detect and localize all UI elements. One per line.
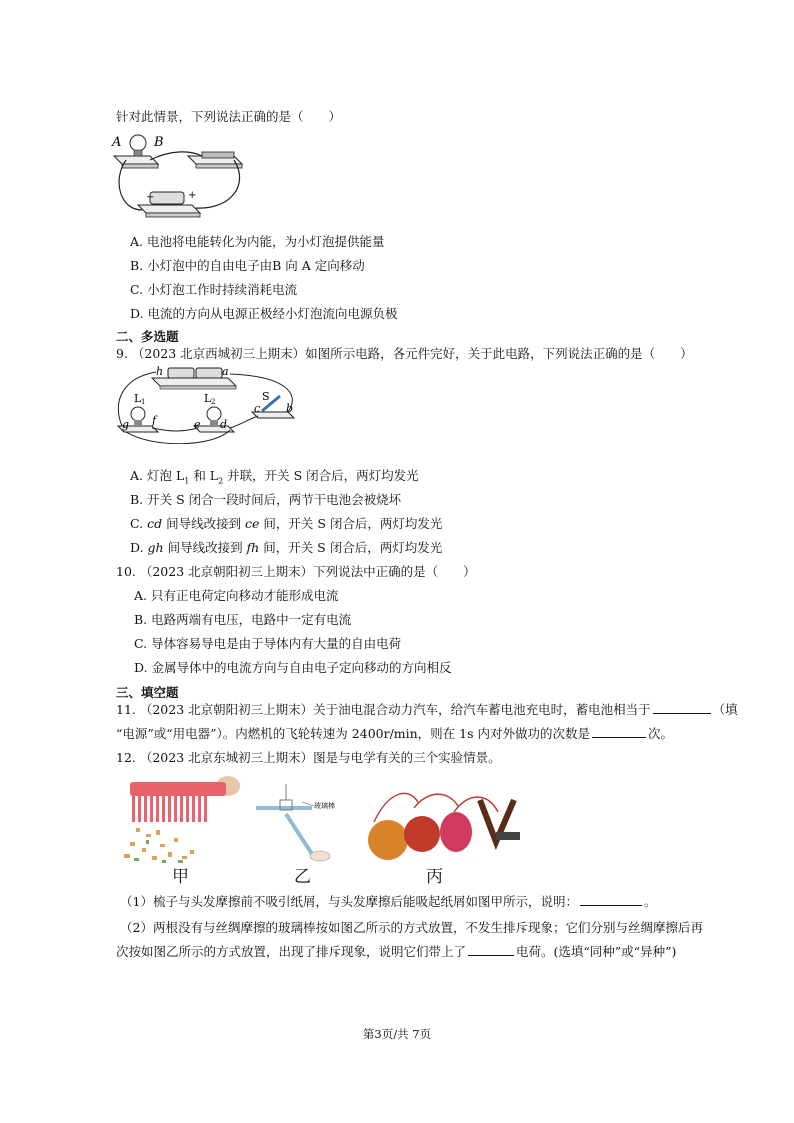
q12-sub2-line2-tail: 电荷。(选填“同种”或“异种”) <box>516 944 677 959</box>
q9-option-a-part1: A. 灯泡 L <box>130 468 185 483</box>
page-footer: 第3页/共 7页 <box>362 1027 432 1041</box>
q8-label-minus: − <box>146 192 155 203</box>
q10-option-b: B. 电路两端有电压，电路中一定有电流 <box>134 612 352 627</box>
q12-caption-yi: 乙 <box>294 867 311 887</box>
q9-label-s: S <box>262 390 270 403</box>
q12-figure-jia-comb <box>116 772 240 864</box>
q12-blank-1[interactable] <box>580 893 642 906</box>
q12-sub1 <box>120 892 656 910</box>
q8-label-a: A <box>112 135 122 150</box>
q9-label-h: h <box>156 365 164 378</box>
q9-option-a-sub2: 2 <box>218 476 224 486</box>
q9-option-c-var2: ce <box>245 516 260 531</box>
q12-figure-bing-fruit-battery <box>348 772 528 866</box>
q12-caption-jia: 甲 <box>172 867 189 887</box>
q11-blank-1[interactable] <box>653 701 711 714</box>
section-heading-multi-choice: 二、多选题 <box>116 329 179 344</box>
q9-stem: 9. （2023 北京西城初三上期末）如图所示电路，各元件完好，关于此电路，下列说法正确的是（ ） <box>116 346 693 361</box>
q9-label-l2-sub: 2 <box>211 398 216 406</box>
q11-line1-tail: （填 <box>712 702 738 717</box>
q11-line1-text: 11. （2023 北京朝阳初三上期末）关于油电混合动力汽车，给汽车蓄电池充电时，蓄电池相当于 <box>116 702 651 717</box>
q9-option-c-var1: cd <box>147 516 163 531</box>
q9-option-c-end: 间，开关 S 闭合后，两灯均发光 <box>259 516 443 531</box>
q9-label-f: f <box>152 414 157 427</box>
q12-label-glass-rod: 玻璃棒 <box>314 802 335 810</box>
q11-line2-tail: 次。 <box>648 726 674 741</box>
q12-blank-2[interactable] <box>468 943 514 956</box>
q10-stem: 10. （2023 北京朝阳初三上期末）下列说法中正确的是（ ） <box>116 564 476 579</box>
q12-figure-yi-glass-rods <box>252 780 356 862</box>
q8-label-plus: + <box>188 190 197 201</box>
q9-option-d-var1: gh <box>147 540 164 555</box>
q12-sub2-line2 <box>116 942 676 960</box>
q9-label-g: g <box>122 418 130 431</box>
q10-option-a: A. 只有正电荷定向移动才能形成电流 <box>134 588 339 603</box>
q9-circuit-figure <box>112 362 312 444</box>
q11-line1 <box>116 700 738 718</box>
q9-option-a <box>130 466 419 486</box>
q12-sub2-line1: （2）两根没有与丝绸摩擦的玻璃棒按如图乙所示的方式放置，不发生排斥现象；它们分别与丝绸摩擦后再 <box>120 920 703 935</box>
q9-label-l2: L <box>204 392 212 405</box>
q9-option-b: B. 开关 S 闭合一段时间后，两节干电池会被烧坏 <box>130 492 402 507</box>
q9-option-c <box>130 514 442 532</box>
section-heading-fill-blank: 三、填空题 <box>116 685 179 700</box>
q11-line2 <box>116 724 673 742</box>
q9-option-d-mid: 间导线改接到 <box>163 540 247 555</box>
q12-caption-bing: 丙 <box>426 867 443 887</box>
q9-label-b: b <box>286 402 294 415</box>
q9-label-l1-sub: 1 <box>141 398 146 406</box>
q8-option-c: C. 小灯泡工作时持续消耗电流 <box>130 282 298 297</box>
q12-stem: 12. （2023 北京东城初三上期末）图是与电学有关的三个实验情景。 <box>116 750 501 765</box>
q10-option-c: C. 导体容易导电是由于导体内有大量的自由电荷 <box>134 636 402 651</box>
q9-label-c: c <box>254 402 261 415</box>
q12-sub1-tail: 。 <box>643 894 657 909</box>
q9-option-d <box>130 538 442 556</box>
q9-label-d: d <box>220 418 228 431</box>
q9-option-d-end: 间，开关 S 闭合后，两灯均发光 <box>259 540 443 555</box>
q9-option-a-part3: 并联，开关 S 闭合后，两灯均发光 <box>223 468 419 483</box>
q9-option-a-part2: 和 L <box>189 468 219 483</box>
q10-option-d: D. 金属导体中的电流方向与自由电子定向移动的方向相反 <box>134 660 452 675</box>
q8-label-b: B <box>154 135 164 150</box>
q9-option-c-label: C. <box>130 516 148 531</box>
q12-sub1-text: （1）梳子与头发摩擦前不吸引纸屑，与头发摩擦后能吸起纸屑如图甲所示，说明： <box>120 894 578 909</box>
q12-sub2-line2-text: 次按如图乙所示的方式放置，出现了排斥现象，说明它们带上了 <box>116 944 467 959</box>
q11-blank-2[interactable] <box>592 725 646 738</box>
q9-option-d-var2: fh <box>246 540 260 555</box>
q8-circuit-figure <box>110 130 250 225</box>
q9-label-l1: L <box>134 392 142 405</box>
q9-option-c-mid: 间导线改接到 <box>162 516 246 531</box>
q8-stem: 针对此情景，下列说法正确的是（ ） <box>116 109 342 124</box>
q8-option-b: B. 小灯泡中的自由电子由B 向 A 定向移动 <box>130 258 365 273</box>
q9-option-d-label: D. <box>130 540 148 555</box>
q9-label-e: e <box>194 418 201 431</box>
q8-option-a: A. 电池将电能转化为内能，为小灯泡提供能量 <box>130 234 385 249</box>
q9-option-a-sub1: 1 <box>184 476 190 486</box>
q11-line2-text: “电源”或“用电器”）。内燃机的飞轮转速为 2400r/min，则在 1s 内对外做功的次数是 <box>116 726 591 741</box>
q9-label-a: a <box>222 365 229 378</box>
q8-option-d: D. 电流的方向从电源正极经小灯泡流向电源负极 <box>130 306 398 321</box>
